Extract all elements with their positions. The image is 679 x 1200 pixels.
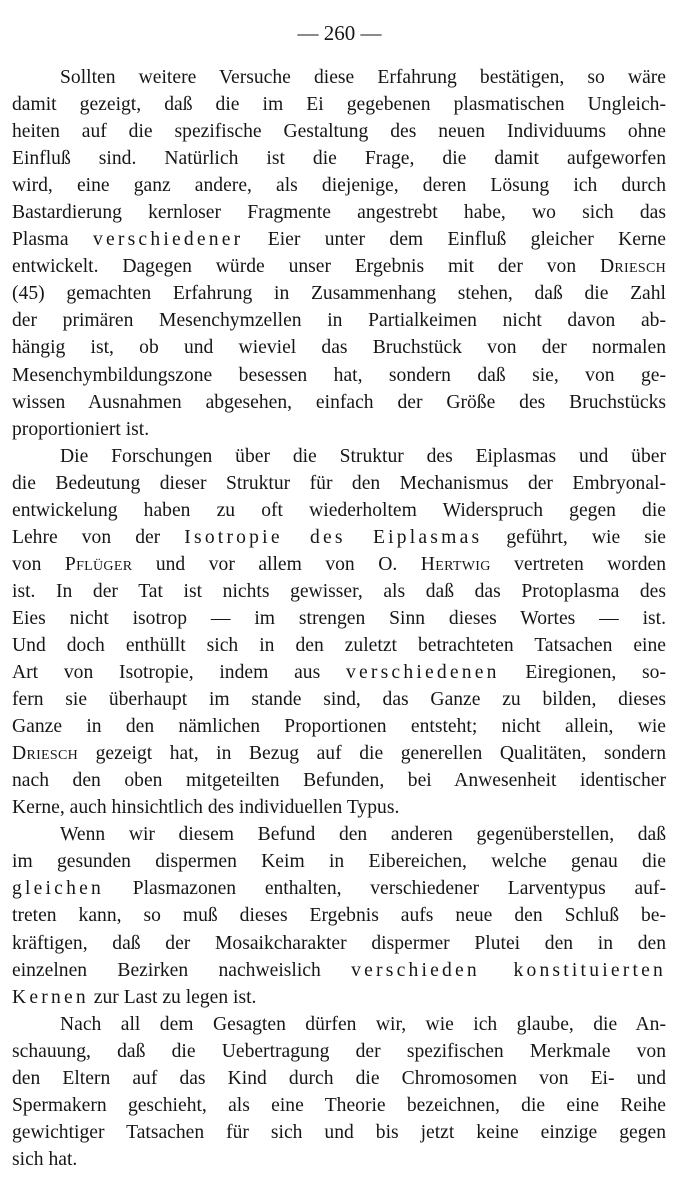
text-segment: Wenn wir diesem Befund den anderen gegenüberstellen, daß — [60, 824, 666, 846]
text-line — [12, 957, 666, 984]
text-segment: einzelnen Bezirken nachweislich — [12, 959, 352, 981]
text-segment: damit gezeigt, daß die im Ei gegebenen plasmatischen Ungleich- — [12, 94, 666, 116]
text-segment: vertreten worden — [490, 553, 666, 575]
text-segment: Einfluß sind. Natürlich ist die Frage, die damit aufgeworfen — [12, 148, 666, 170]
text-segment: Lehre von der — [12, 526, 185, 548]
text-line — [12, 984, 666, 1011]
text-line — [12, 794, 666, 821]
text-line — [12, 280, 666, 307]
page-number: — 260 — — [297, 21, 382, 45]
text-segment: Spermakern geschieht, als eine Theorie bezeichnen, die eine Reihe — [12, 1094, 666, 1116]
text-segment: Ganze in den nämlichen Proportionen entsteht; nicht allein, wie — [12, 716, 666, 738]
emphasized-text: verschiedener — [92, 229, 244, 251]
text-line — [12, 713, 666, 740]
text-segment: gewichtiger Tatsachen für sich und bis jetzt keine einzige gegen — [12, 1121, 666, 1143]
text-line — [12, 686, 666, 713]
text-line — [12, 199, 666, 226]
text-line — [12, 578, 666, 605]
text-line — [12, 930, 666, 957]
text-line — [12, 118, 666, 145]
text-segment: heiten auf die spezifische Gestaltung des neuen Individuums ohne — [12, 121, 666, 143]
emphasized-text: Isotropie des Eiplasmas — [184, 526, 483, 548]
text-segment: die Bedeutung dieser Struktur für den Mechanismus der Embryonal- — [12, 472, 666, 494]
author-name: Driesch — [12, 743, 79, 765]
text-segment: Und doch enthüllt sich in den zuletzt betrachteten Tatsachen eine — [12, 634, 666, 656]
text-segment: kräftigen, daß der Mosaikcharakter dispermer Plutei den in den — [12, 932, 666, 954]
text-line — [12, 91, 666, 118]
text-line — [12, 226, 666, 253]
text-segment: (45) gemachten Erfahrung in Zusammenhang stehen, daß die Zahl — [12, 283, 666, 305]
text-line — [12, 172, 666, 199]
text-line — [12, 1119, 666, 1146]
text-segment: Eiregionen, so- — [499, 662, 666, 684]
text-line — [12, 821, 666, 848]
text-line — [12, 145, 666, 172]
text-line — [12, 389, 666, 416]
text-segment: hängig ist, ob und wieviel das Bruchstück von der normalen — [12, 337, 666, 359]
text-line — [12, 767, 666, 794]
text-segment: entwickelt. Dagegen würde unser Ergebnis mit der von — [12, 256, 600, 278]
text-segment: ist. In der Tat ist nichts gewisser, als daß das Protoplasma des — [12, 580, 666, 602]
text-line — [12, 740, 666, 767]
text-line — [12, 605, 666, 632]
text-line — [12, 848, 666, 875]
text-line — [12, 416, 666, 443]
text-segment: schauung, daß die Uebertragung der spezifischen Merkmale von — [12, 1040, 666, 1062]
text-segment: entwickelung haben zu oft wiederholtem Widerspruch gegen die — [12, 499, 666, 521]
text-segment: geführt, wie sie — [482, 526, 667, 548]
text-segment: Art von Isotropie, indem aus — [12, 662, 346, 684]
text-line — [12, 1146, 666, 1173]
emphasized-text: verschieden konstituierten — [351, 959, 666, 981]
text-line — [12, 470, 666, 497]
text-line — [12, 1038, 666, 1065]
text-segment: treten kann, so muß dieses Ergebnis aufs neue den Schluß be- — [12, 905, 666, 927]
author-name: Pflüger — [64, 553, 133, 575]
text-segment: Eies nicht isotrop — im strengen Sinn dieses Wortes — ist. — [12, 607, 666, 629]
text-segment: von — [12, 553, 65, 575]
text-segment: wird, eine ganz andere, als diejenige, deren Lösung ich durch — [12, 175, 666, 197]
emphasized-text: Kernen — [12, 986, 89, 1008]
author-name: Driesch — [599, 256, 666, 278]
text-line — [12, 334, 666, 361]
text-segment: Plasma — [12, 229, 93, 251]
text-line — [12, 1011, 666, 1038]
text-line — [12, 64, 666, 91]
text-line — [12, 875, 666, 902]
text-line — [12, 902, 666, 929]
text-line — [12, 1092, 666, 1119]
text-segment: im gesunden dispermen Keim in Eibereichen, welche genau die — [12, 851, 666, 873]
text-line — [12, 443, 666, 470]
text-line — [12, 524, 666, 551]
text-segment: fern sie überhaupt im stande sind, das Ganze zu bilden, dieses — [12, 689, 666, 711]
text-segment: zur Last zu legen ist. — [88, 986, 257, 1008]
emphasized-text: verschiedenen — [345, 662, 500, 684]
text-line — [12, 632, 666, 659]
text-segment: Sollten weitere Versuche diese Erfahrung bestätigen, so wäre — [60, 67, 666, 88]
text-line — [12, 659, 666, 686]
body-text — [12, 64, 666, 1173]
text-line — [12, 1065, 666, 1092]
text-segment: nach den oben mitgeteilten Befunden, bei Anwesenheit identischer — [12, 770, 666, 792]
text-segment: gezeigt hat, in Bezug auf die generellen Qualitäten, sondern — [78, 743, 666, 765]
text-segment: Plasmazonen enthalten, verschiedener Larventypus auf- — [103, 878, 666, 900]
text-line — [12, 307, 666, 334]
text-segment: wissen Ausnahmen abgesehen, einfach der Größe des Bruchstücks — [12, 391, 666, 413]
text-segment: Bastardierung kernloser Fragmente angestrebt habe, wo sich das — [12, 202, 666, 224]
text-segment: Die Forschungen über die Struktur des Eiplasmas und über — [60, 445, 666, 467]
author-name: Hertwig — [420, 553, 491, 575]
text-segment: Mesenchymbildungszone besessen hat, sondern daß sie, von ge- — [12, 364, 666, 386]
text-line — [12, 551, 666, 578]
text-line — [12, 497, 666, 524]
text-line — [12, 362, 666, 389]
text-segment: proportioniert ist. — [12, 418, 150, 440]
text-segment: Nach all dem Gesagten dürfen wir, wie ich glaube, die An- — [60, 1013, 666, 1035]
text-line — [12, 253, 666, 280]
text-segment: und vor allem von O. — [132, 553, 421, 575]
text-segment: den Eltern auf das Kind durch die Chromosomen von Ei- und — [12, 1067, 666, 1089]
text-segment: der primären Mesenchymzellen in Partialkeimen nicht davon ab- — [12, 310, 666, 332]
emphasized-text: gleichen — [12, 878, 104, 900]
text-segment: Kerne, auch hinsichtlich des individuellen Typus. — [12, 797, 400, 819]
text-segment: sich hat. — [12, 1148, 78, 1170]
text-segment: Eier unter dem Einfluß gleicher Kerne — [243, 229, 666, 251]
